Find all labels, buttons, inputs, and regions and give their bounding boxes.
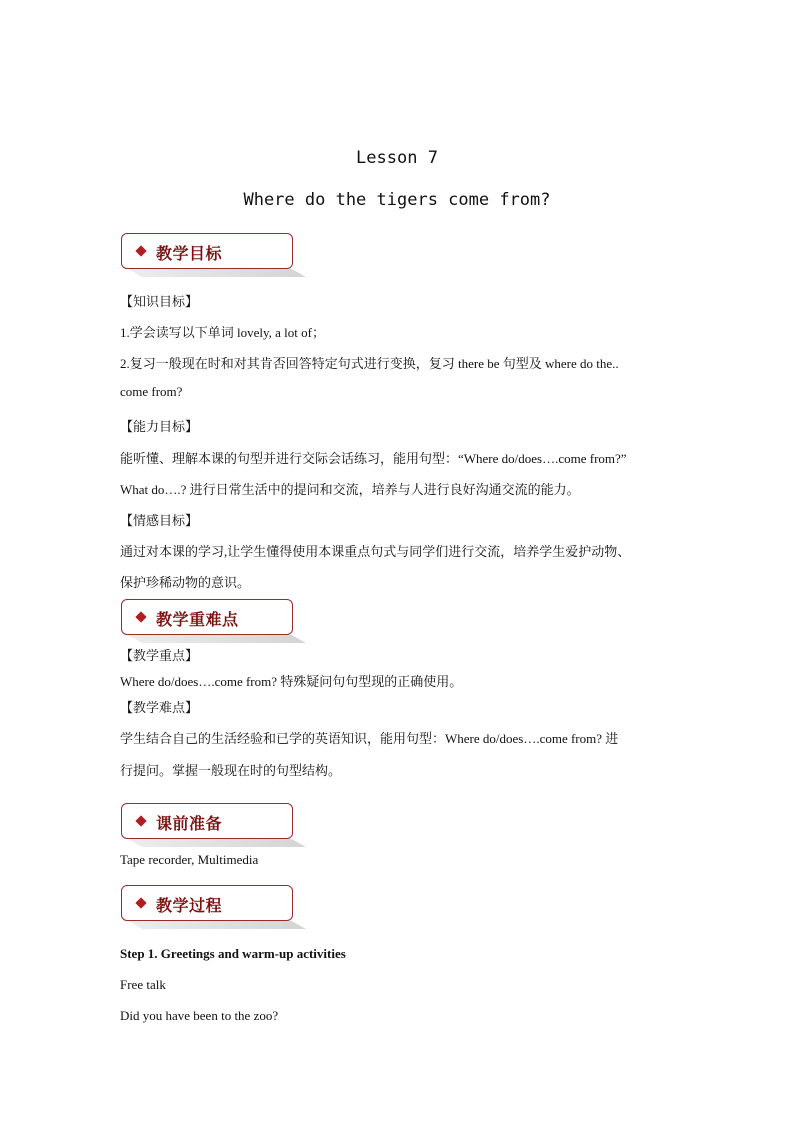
ability-heading: 【能力目标】 <box>120 420 199 435</box>
diamond-icon <box>135 611 146 622</box>
knowledge-item-2-cont: come from? <box>120 384 183 399</box>
emotion-item-1: 通过对本课的学习,让学生懂得使用本课重点句式与同学们进行交流，培养学生爱护动物、 <box>120 544 631 559</box>
section-header-label: 课前准备 <box>156 814 223 833</box>
section-header-key-points <box>121 599 293 635</box>
emotion-heading: 【情感目标】 <box>120 514 199 529</box>
section-header-label: 教学目标 <box>156 244 223 263</box>
section-header-shadow <box>128 921 306 929</box>
section-header-objectives <box>121 233 293 269</box>
lesson-subtitle: Where do the tigers come from? <box>243 190 551 210</box>
focus-item-1: Where do/does….come from? 特殊疑问句句型现的正确使用。 <box>120 674 463 689</box>
emotion-item-2: 保护珍稀动物的意识。 <box>120 575 251 590</box>
step-1-title: Step 1. Greetings and warm-up activities <box>120 946 346 961</box>
difficulty-item-2: 行提问。掌握一般现在时的句型结构。 <box>120 763 342 778</box>
focus-heading: 【教学重点】 <box>120 649 199 664</box>
knowledge-item-1: 1.学会读写以下单词 lovely, a lot of； <box>120 325 325 340</box>
section-header-preparation <box>121 803 293 839</box>
free-talk-text: Free talk <box>120 977 166 992</box>
diamond-icon <box>135 897 146 908</box>
section-header-shadow <box>128 269 306 277</box>
lesson-title: Lesson 7 <box>356 148 438 168</box>
difficulty-item-1: 学生结合自己的生活经验和已学的英语知识，能用句型：Where do/does….come from? 进 <box>120 731 619 746</box>
diamond-icon <box>135 815 146 826</box>
ability-item-2: What do….? 进行日常生活中的提问和交流，培养与人进行良好沟通交流的能力。 <box>120 482 580 497</box>
section-header-label: 教学过程 <box>156 896 223 915</box>
section-header-shadow <box>128 635 306 643</box>
difficulty-heading: 【教学难点】 <box>120 701 199 716</box>
section-header-shadow <box>128 839 306 847</box>
section-header-process <box>121 885 293 921</box>
section-header-label: 教学重难点 <box>156 610 239 629</box>
knowledge-item-2: 2.复习一般现在时和对其肯否回答特定句式进行变换，复习 there be 句型及 where do the.. <box>120 356 619 371</box>
ability-item-1: 能听懂、理解本课的句型并进行交际会话练习，能用句型：“Where do/does….come from?” <box>120 451 627 466</box>
question-text: Did you have been to the zoo? <box>120 1008 279 1023</box>
knowledge-heading: 【知识目标】 <box>120 295 199 310</box>
materials-text: Tape recorder, Multimedia <box>120 852 259 867</box>
diamond-icon <box>135 245 146 256</box>
